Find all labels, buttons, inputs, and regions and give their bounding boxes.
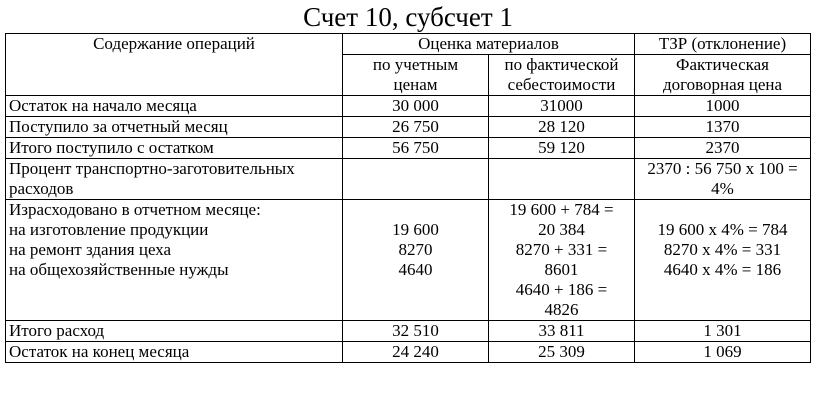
subheader-contract-price: Фактическая договорная цена [635, 55, 811, 96]
cell-actual: 25 309 [489, 342, 635, 363]
table-row [6, 117, 811, 138]
subheader-accounting-prices: по учетным ценам [343, 55, 489, 96]
table-row [6, 200, 811, 321]
header-tzr: ТЗР (отклонение) [635, 34, 811, 55]
cell-actual: 28 120 [489, 117, 635, 138]
table-row [6, 321, 811, 342]
cell-accounting: 30 000 [343, 96, 489, 117]
table-row [6, 96, 811, 117]
cell-accounting: 24 240 [343, 342, 489, 363]
cell-tzr: 1 301 [635, 321, 811, 342]
cell-accounting: 19 600 8270 4640 [343, 200, 489, 321]
row-label: Остаток на конец месяца [6, 342, 343, 363]
cell-tzr: 1370 [635, 117, 811, 138]
cell-tzr: 1000 [635, 96, 811, 117]
cell-actual: 33 811 [489, 321, 635, 342]
header-row [6, 34, 811, 55]
cell-actual: 19 600 + 784 = 20 384 8270 + 331 = 8601 4640 + 186 = 4826 [489, 200, 635, 321]
cell-actual: 31000 [489, 96, 635, 117]
cell-tzr: 2370 [635, 138, 811, 159]
cell-tzr: 1 069 [635, 342, 811, 363]
table-row [6, 159, 811, 200]
cell-actual: 59 120 [489, 138, 635, 159]
cell-accounting: 56 750 [343, 138, 489, 159]
cell-tzr: 2370 : 56 750 х 100 = 4% [635, 159, 811, 200]
header-operations: Содержание операций [6, 34, 343, 96]
row-label: Итого поступило с остатком [6, 138, 343, 159]
cell-accounting [343, 159, 489, 200]
cell-tzr: 19 600 х 4% = 784 8270 х 4% = 331 4640 х 4% = 186 [635, 200, 811, 321]
row-label: Израсходовано в отчетном месяце: на изготовление продукции на ремонт здания цеха на общехозяйственные нужды [6, 200, 343, 321]
cell-accounting: 26 750 [343, 117, 489, 138]
account-table [5, 33, 811, 363]
row-label: Поступило за отчетный месяц [6, 117, 343, 138]
cell-accounting: 32 510 [343, 321, 489, 342]
header-materials: Оценка материалов [343, 34, 635, 55]
subheader-actual-cost: по фактической себестоимости [489, 55, 635, 96]
table-row [6, 342, 811, 363]
document-title: Счет 10, субсчет 1 [303, 2, 513, 32]
table-row [6, 138, 811, 159]
row-label: Остаток на начало месяца [6, 96, 343, 117]
row-label: Процент транспортно-заготовительных расходов [6, 159, 343, 200]
row-label: Итого расход [6, 321, 343, 342]
cell-actual [489, 159, 635, 200]
